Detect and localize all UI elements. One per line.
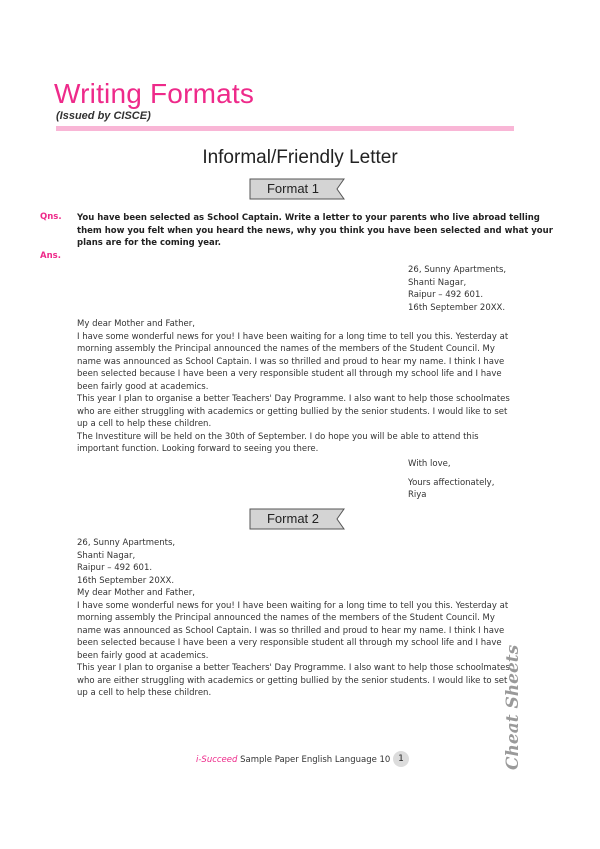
closing-line: Riya	[408, 490, 427, 500]
issued-by: (Issued by CISCE)	[56, 110, 151, 122]
address-line: Raipur – 492 601.	[77, 563, 153, 573]
address-line: 26, Sunny Apartments,	[77, 538, 176, 548]
cheat-sheets-logo: Cheat Sheets	[503, 644, 523, 770]
section-title: Informal/Friendly Letter	[202, 147, 398, 168]
address-line: Shanti Nagar,	[408, 277, 467, 288]
text-line: been fairly good at academics.	[77, 381, 209, 392]
answer-label: Ans.	[40, 251, 61, 261]
page-title: Writing Formats	[54, 78, 255, 109]
text-line: who are either struggling with academics or getting bullied by the senior students. I would like to set	[77, 675, 508, 686]
footer-brand: i-Succeed	[196, 755, 238, 765]
text-line: been selected because I have been a very responsible student all through my school life and I have	[77, 369, 502, 379]
format-1-letter-body	[77, 318, 527, 456]
text-line: who are either struggling with academics or getting bullied by the senior students. I would like to set	[77, 406, 508, 417]
format-2-label: Format 2	[266, 511, 319, 526]
text-line: been fairly good at academics.	[77, 650, 209, 661]
text-line: I have some wonderful news for you! I have been waiting for a long time to tell you this. Yesterday at	[77, 600, 509, 611]
format-2-letter-body	[77, 587, 527, 700]
paragraph	[77, 331, 527, 394]
question-text	[77, 212, 553, 250]
text-line: been selected because I have been a very responsible student all through my school life and I have	[77, 638, 502, 648]
paragraph	[77, 431, 527, 456]
text-line: important function. Looking forward to seeing you there.	[77, 444, 319, 454]
question-line: You have been selected as School Captain. Write a letter to your parents who live abroad telling	[77, 213, 540, 223]
closing-line: With love,	[408, 459, 451, 469]
format-1-label: Format 1	[266, 181, 319, 196]
format-1-tag	[249, 178, 347, 200]
footer-title: Sample Paper English Language 10	[237, 755, 391, 765]
format-2-tag	[249, 508, 347, 530]
footer-text	[196, 755, 390, 765]
question-line: them how you felt when you heard the news, why you think you have been selected and what your	[77, 225, 553, 236]
address-line: 16th September 20XX.	[77, 575, 175, 586]
text-line: I have some wonderful news for you! I have been waiting for a long time to tell you this. Yesterday at	[77, 331, 509, 342]
paragraph	[77, 662, 527, 700]
text-line: name was announced as School Captain. I was so thrilled and proud to hear my name. I think I have	[77, 356, 505, 367]
salutation: My dear Mother and Father,	[77, 319, 195, 329]
closing-line: Yours affectionately,	[408, 477, 495, 488]
question-label: Qns.	[40, 212, 62, 222]
page-number: 1	[393, 751, 409, 767]
question-line: plans are for the coming year.	[77, 238, 221, 248]
text-line: up a cell to help these children.	[77, 688, 212, 698]
text-line: This year I plan to organise a better Teachers' Day Programme. I also want to help those schoolmates	[77, 663, 510, 673]
text-line: The Investiture will be held on the 30th of September. I do hope you will be able to attend this	[77, 431, 479, 442]
address-line: Shanti Nagar,	[77, 550, 136, 561]
address-line: 26, Sunny Apartments,	[408, 265, 507, 275]
text-line: name was announced as School Captain. I was so thrilled and proud to hear my name. I think I have	[77, 625, 505, 636]
address-line: 16th September 20XX.	[408, 302, 506, 313]
text-line: morning assembly the Principal announced the names of the members of the Student Council. My	[77, 344, 495, 354]
text-line: This year I plan to organise a better Teachers' Day Programme. I also want to help those schoolmates	[77, 394, 510, 404]
format-1-address	[408, 264, 506, 314]
format-2-address	[77, 537, 175, 587]
address-line: Raipur – 492 601.	[408, 290, 484, 300]
salutation: My dear Mother and Father,	[77, 588, 195, 598]
text-line: up a cell to help these children.	[77, 419, 212, 429]
text-line: morning assembly the Principal announced the names of the members of the Student Council. My	[77, 613, 495, 623]
format-1-closing	[408, 458, 494, 502]
paragraph	[77, 600, 527, 663]
paragraph	[77, 393, 527, 431]
title-divider	[56, 126, 514, 131]
